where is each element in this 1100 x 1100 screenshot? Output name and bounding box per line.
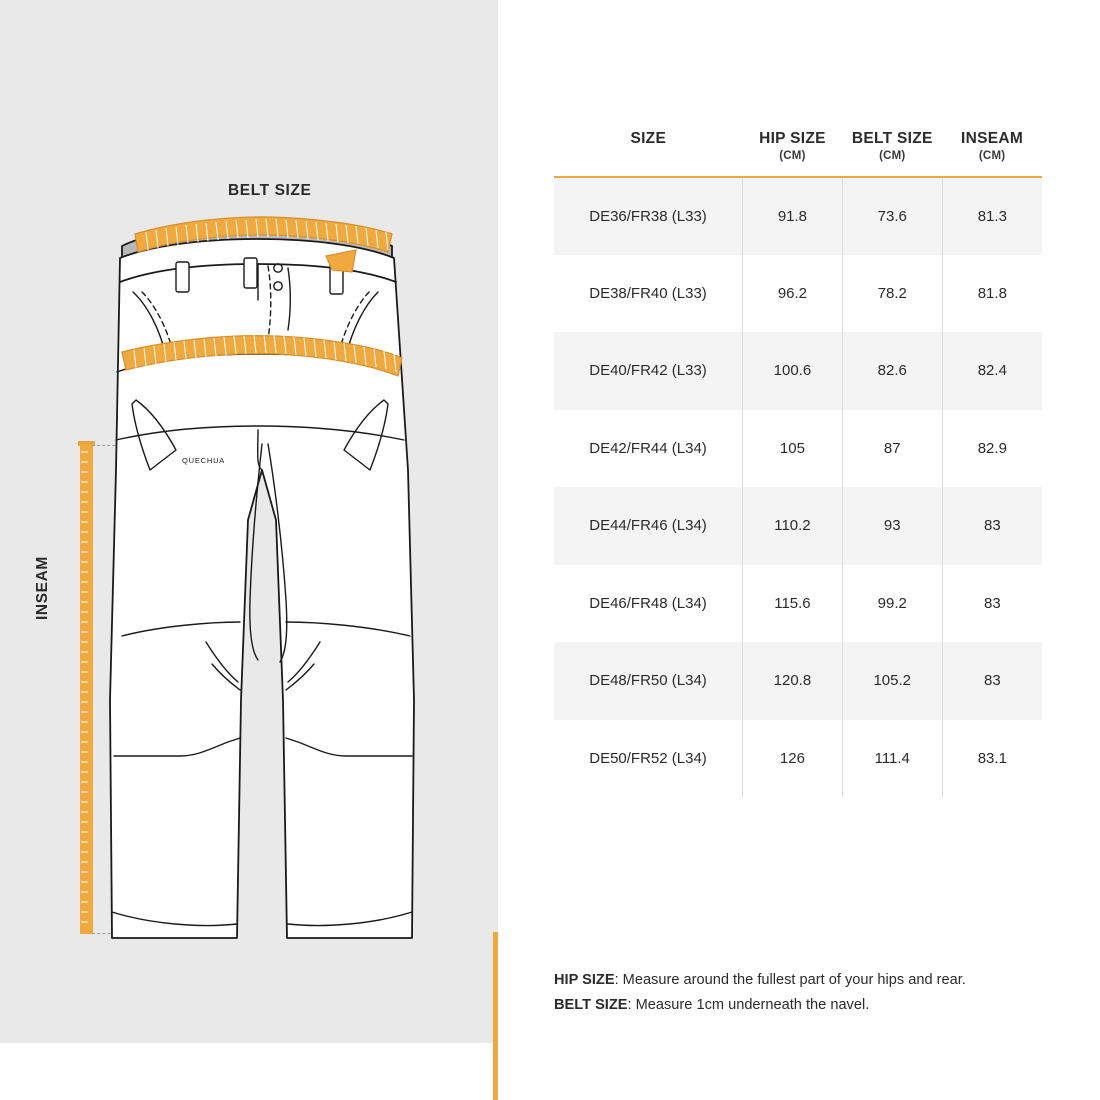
table-row xyxy=(554,255,1042,333)
inseam-label: INSEAM xyxy=(34,556,51,620)
cell-belt: 105.2 xyxy=(842,642,942,720)
table-row xyxy=(554,487,1042,565)
cell-hip: 105 xyxy=(743,410,843,488)
column-header-hip xyxy=(743,130,843,177)
cell-size: DE38/FR40 (L33) xyxy=(589,284,707,302)
cell-size: DE40/FR42 (L33) xyxy=(554,332,743,410)
column-header-inseam-unit: (CM) xyxy=(978,150,1006,162)
cell-belt: 111.4 xyxy=(842,720,942,798)
belt-note-text: : Measure 1cm underneath the navel. xyxy=(627,997,870,1014)
cell-inseam: 81.8 xyxy=(942,255,1042,333)
cell-size: DE48/FR50 (L34) xyxy=(554,642,743,720)
cell-size: DE46/FR48 (L34) xyxy=(589,594,707,612)
cell-inseam: 83.1 xyxy=(942,720,1042,798)
column-header-inseam-label: INSEAM xyxy=(961,130,1024,147)
column-header-belt xyxy=(842,130,942,177)
cell-size: DE42/FR44 (L34) xyxy=(589,439,707,457)
cell-belt: 82.6 xyxy=(842,332,942,410)
cell-inseam: 83 xyxy=(942,487,1042,565)
cell-belt: 87 xyxy=(842,410,942,488)
column-header-size xyxy=(554,130,743,177)
cell-hip: 120.8 xyxy=(743,642,843,720)
table-body xyxy=(554,177,1042,797)
belt-size-label: BELT SIZE xyxy=(228,182,312,199)
cell-size: DE44/FR46 (L34) xyxy=(554,487,743,565)
cell-inseam: 81.3 xyxy=(942,177,1042,255)
cell-inseam: 82.4 xyxy=(942,332,1042,410)
cell-hip: 110.2 xyxy=(743,487,843,565)
cell-belt: 99.2 xyxy=(842,565,942,643)
measurements-panel xyxy=(498,0,1100,1100)
column-header-belt-label: BELT SIZE xyxy=(851,130,933,147)
trousers-illustration xyxy=(0,0,498,1043)
hip-note xyxy=(554,968,1074,993)
belt-note-title: BELT SIZE xyxy=(554,997,628,1014)
cell-belt: 73.6 xyxy=(842,177,942,255)
brand-mark: QUECHUA xyxy=(182,456,226,465)
table-row xyxy=(554,332,1042,410)
cell-belt: 93 xyxy=(842,487,942,565)
table-header-row xyxy=(554,130,1042,177)
column-header-belt-unit: (CM) xyxy=(879,150,906,162)
table-row xyxy=(554,565,1042,643)
column-header-hip-unit: (CM) xyxy=(779,150,806,162)
cell-hip: 126 xyxy=(743,720,843,798)
measurement-notes xyxy=(554,968,1074,1018)
column-header-size-label: SIZE xyxy=(630,130,667,147)
column-header-hip-label: HIP SIZE xyxy=(759,130,826,147)
cell-inseam: 83 xyxy=(942,642,1042,720)
hip-note-text: : Measure around the fullest part of your hips and rear. xyxy=(614,972,966,988)
table-row xyxy=(554,642,1042,720)
illustration-panel xyxy=(0,0,498,1043)
table-row xyxy=(554,177,1042,255)
table-row xyxy=(554,720,1042,798)
cell-hip: 96.2 xyxy=(743,255,843,333)
cell-hip: 91.8 xyxy=(743,177,843,255)
table-row xyxy=(554,410,1042,488)
size-chart-table xyxy=(554,130,1042,797)
cell-hip: 100.6 xyxy=(743,332,843,410)
column-header-inseam xyxy=(942,130,1042,177)
cell-hip: 115.6 xyxy=(743,565,843,643)
belt-note xyxy=(554,993,1074,1018)
cell-belt: 78.2 xyxy=(842,255,942,333)
cell-size: DE50/FR52 (L34) xyxy=(589,749,707,767)
table-header xyxy=(554,130,1042,177)
cell-inseam: 82.9 xyxy=(942,410,1042,488)
cell-size: DE36/FR38 (L33) xyxy=(554,177,743,255)
hip-note-title: HIP SIZE xyxy=(554,972,615,988)
cell-inseam: 83 xyxy=(942,565,1042,643)
